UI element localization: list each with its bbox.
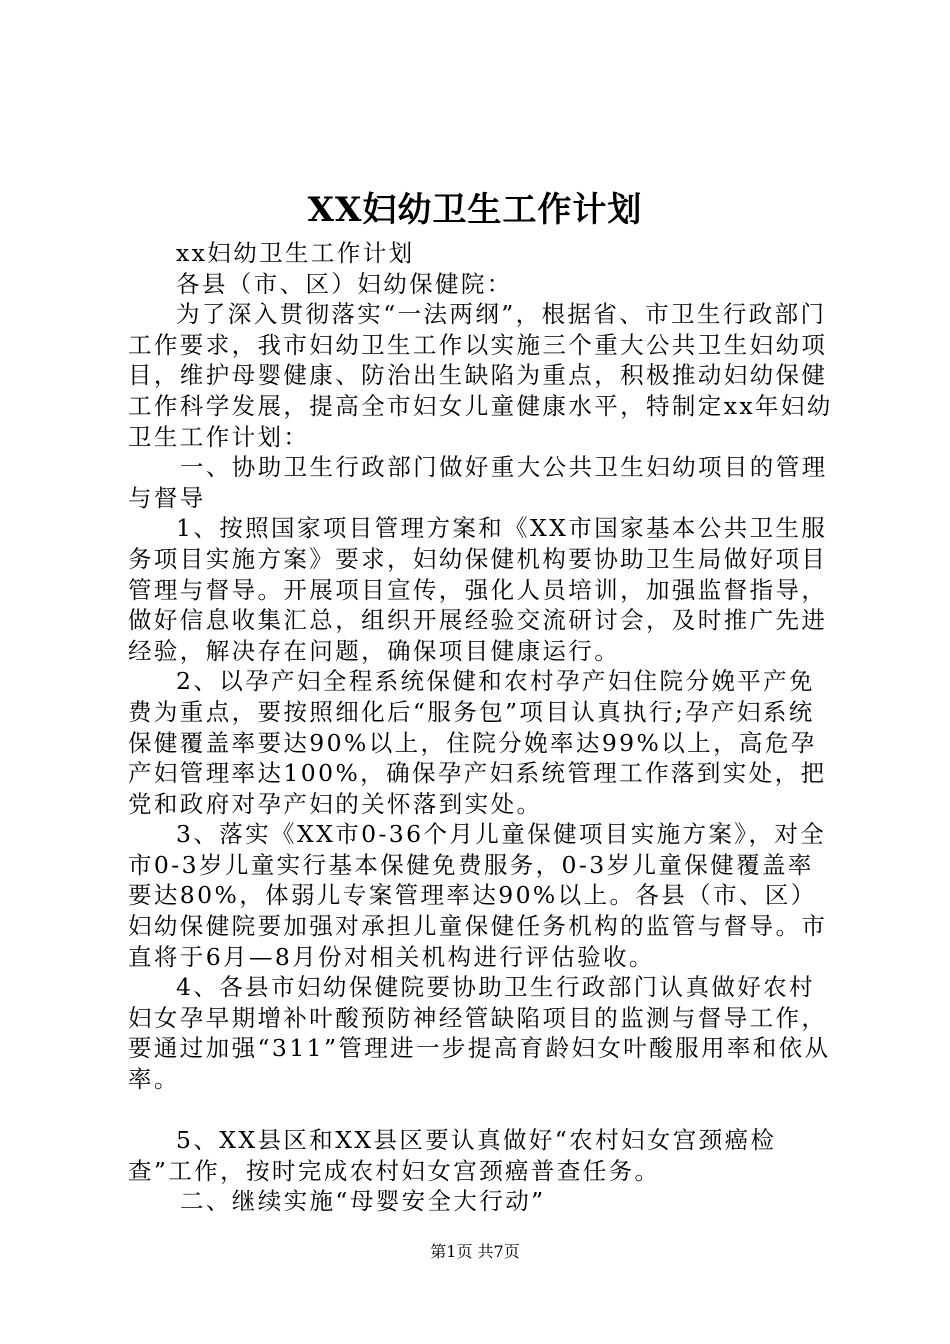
paragraph-intro: 为了深入贯彻落实“一法两纲”，根据省、市卫生行政部门工作要求，我市妇幼卫生工作以实施三个重大公共卫生妇幼项目，维护母婴健康、防治出生缺陷为重点，积极推动妇幼保健工作科学发展，提高全市妇女儿童健康水平，特制定xx年妇幼卫生工作计划： — [128, 300, 833, 451]
section-heading-2: 二、继续实施“母婴安全大行动” — [180, 1187, 546, 1216]
paragraph-subtitle: xx妇幼卫生工作计划 — [176, 239, 415, 267]
paragraph-item-1: 1、按照国家项目管理方案和《XX市国家基本公共卫生服务项目实施方案》要求，妇幼保健机构要协助卫生局做好项目管理与督导。开展项目宣传，强化人员培训，加强监督指导，做好信息收集汇总，组织开展经验交流研讨会，及时推广先进经验，解决存在问题，确保项目健康运行。 — [128, 514, 828, 665]
paragraph-spacer — [128, 1095, 833, 1126]
paragraph-item-4: 4、各县市妇幼保健院要协助卫生行政部门认真做好农村妇女孕早期增补叶酸预防神经管缺陷项目的监测与督导工作，要通过加强“311”管理进一步提高育龄妇女叶酸服用率和依从率。 — [128, 973, 831, 1094]
document-title: XX妇幼卫生工作计划 — [307, 190, 643, 230]
paragraph-item-2: 2、以孕产妇全程系统保健和农村孕产妇住院分娩平产免费为重点，要按照细化后“服务包”项目认真执行;孕产妇系统保健覆盖率要达90%以上，住院分娩率达99%以上，高危孕产妇管理率达100%，确保孕产妇系统管理工作落到实处，把党和政府对孕产妇的关怀落到实处。 — [128, 667, 827, 818]
paragraph-item-3: 3、落实《XX市0-36个月儿童保健项目实施方案》，对全市0-3岁儿童实行基本保健免费服务，0-3岁儿童保健覆盖率要达80%，体弱儿专案管理率达90%以上。各县（市、区）妇幼保健院要加强对承担儿童保健任务机构的监管与督导。市直将于6月—8月份对相关机构进行评估验收。 — [128, 820, 828, 971]
paragraph-salutation: 各县（市、区）妇幼保健院： — [176, 269, 513, 298]
section-heading-1: 一、协助卫生行政部门做好重大公共卫生妇幼项目的管理与督导 — [128, 453, 828, 512]
page-footer: 第1页 共7页 — [430, 1242, 520, 1261]
paragraph-item-5: 5、XX县区和XX县区要认真做好“农村妇女宫颈癌检查”工作，按时完成农村妇女宫颈癌普查任务。 — [128, 1126, 777, 1185]
document-body — [128, 238, 833, 1217]
